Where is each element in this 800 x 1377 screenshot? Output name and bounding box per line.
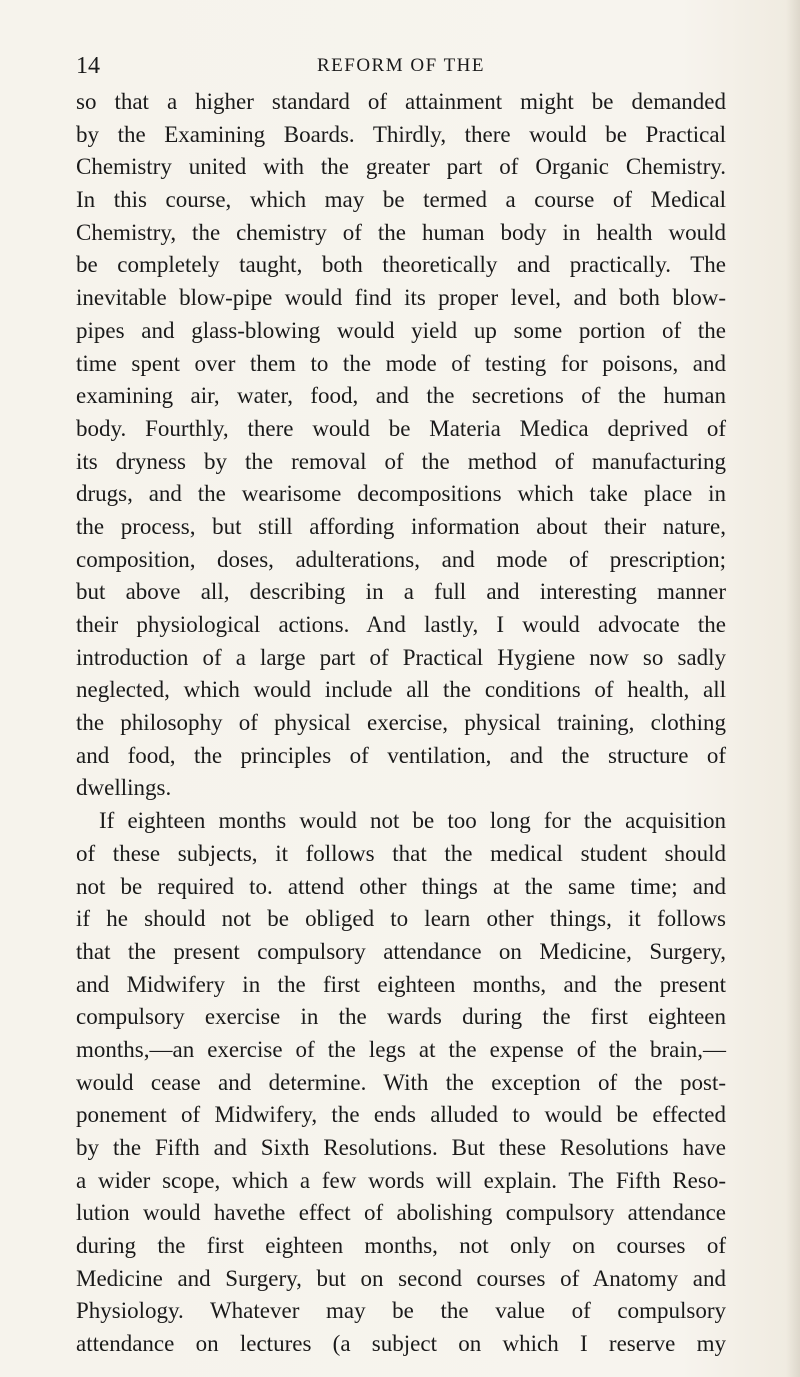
text-line: time spent over them to the mode of testing for poisons, and — [76, 350, 726, 376]
text-line: attendance on lectures (a subject on which I reserve my — [76, 1331, 726, 1357]
text-line: and food, the principles of ventilation, and the structure of — [76, 742, 726, 768]
text-line: months,—an exercise of the legs at the expense of the brain,— — [76, 1036, 726, 1062]
text-line: its dryness by the removal of the method of manufacturing — [76, 448, 726, 474]
text-line: Chemistry, the chemistry of the human body in health would — [76, 219, 726, 245]
text-line: if he should not be obliged to learn other things, it follows — [76, 906, 726, 932]
text-line: Medicine and Surgery, but on second courses of Anatomy and — [76, 1265, 726, 1291]
text-line: that the present compulsory attendance on Medicine, Surgery, — [76, 938, 726, 964]
text-line: the philosophy of physical exercise, physical training, clothing — [76, 710, 726, 736]
text-line: so that a higher standard of attainment might be demanded — [76, 89, 726, 114]
body-text — [76, 86, 726, 1361]
running-title: REFORM OF THE — [316, 55, 485, 76]
text-line: and Midwifery in the first eighteen months, and the present — [76, 971, 726, 997]
text-line: ponement of Midwifery, the ends alluded to would be effected — [76, 1102, 726, 1128]
text-line: drugs, and the wearisome decompositions which take place in — [76, 481, 726, 507]
text-line: by the Examining Boards. Thirdly, there would be Practical — [76, 121, 726, 147]
text-line: composition, doses, adulterations, and mode of prescription; — [76, 546, 726, 572]
text-line: of these subjects, it follows that the medical student should — [76, 840, 726, 866]
text-line: neglected, which would include all the conditions of health, all — [76, 677, 726, 703]
text-line: body. Fourthly, there would be Materia Medica deprived of — [76, 415, 726, 441]
text-line: would cease and determine. With the exception of the post- — [76, 1069, 726, 1095]
text-line: dwellings. — [76, 775, 172, 801]
text-line: inevitable blow-pipe would find its proper level, and both blow- — [76, 285, 726, 311]
text-line: during the first eighteen months, not only on courses of — [76, 1233, 726, 1259]
text-line: Chemistry united with the greater part of Organic Chemistry. — [76, 154, 726, 180]
text-line: be completely taught, both theoretically and practically. The — [76, 252, 726, 278]
text-line: the process, but still affording information about their nature, — [76, 513, 726, 539]
text-line: not be required to. attend other things at the same time; and — [76, 873, 726, 899]
text-line: examining air, water, food, and the secretions of the human — [76, 383, 726, 409]
text-line: but above all, describing in a full and interesting manner — [76, 579, 726, 605]
page-number: 14 — [76, 53, 100, 79]
text-line: by the Fifth and Sixth Resolutions. But these Resolutions have — [76, 1135, 726, 1160]
text-line: Physiology. Whatever may be the value of compulsory — [76, 1298, 726, 1324]
text-line: pipes and glass-blowing would yield up some portion of the — [76, 317, 726, 343]
text-line: In this course, which may be termed a course of Medical — [76, 187, 726, 213]
text-line: introduction of a large part of Practical Hygiene now so sadly — [76, 644, 726, 670]
running-head — [76, 52, 726, 80]
page-edge-shadow — [786, 0, 800, 1377]
text-line: If eighteen months would not be too long for the acquisition — [99, 808, 726, 834]
text-line: a wider scope, which a few words will explain. The Fifth Reso- — [76, 1167, 726, 1193]
text-line: their physiological actions. And lastly, I would advocate the — [76, 612, 726, 637]
text-line: lution would havethe effect of abolishing compulsory attendance — [76, 1200, 726, 1226]
text-line: compulsory exercise in the wards during the first eighteen — [76, 1004, 726, 1030]
